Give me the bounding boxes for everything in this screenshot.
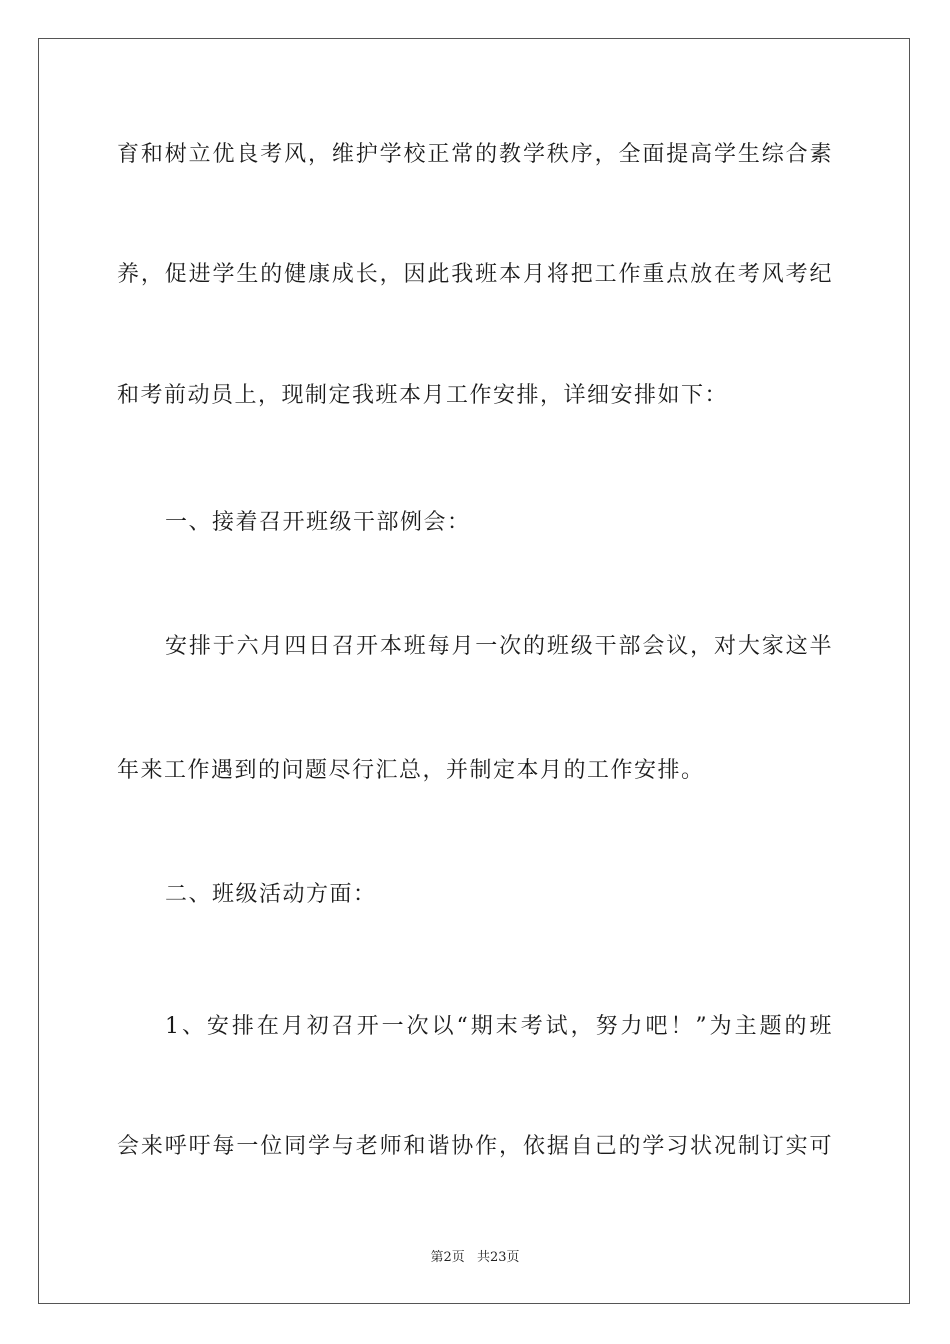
body-line-3: 和考前动员上，现制定我班本月工作安排，详细安排如下：	[117, 383, 729, 408]
section-heading-2: 二、班级活动方面：	[165, 882, 377, 907]
page-total: 共23页	[476, 1250, 520, 1265]
body-line-4: 安排于六月四日召开本班每月一次的班级干部会议，对大家这半	[165, 634, 833, 659]
section-heading-1: 一、接着召开班级干部例会：	[165, 510, 471, 535]
body-line-6: 1、安排在月初召开一次以“期末考试，努力吧！”为主题的班	[165, 1014, 833, 1039]
body-line-2: 养，促进学生的健康成长，因此我班本月将把工作重点放在考风考纪	[117, 262, 833, 287]
body-line-7: 会来呼吁每一位同学与老师和谐协作，依据自己的学习状况制订实可	[117, 1134, 833, 1159]
body-line-5: 年来工作遇到的问题尽行汇总，并制定本月的工作安排。	[117, 758, 705, 783]
page-border	[38, 38, 910, 1304]
page-number: 第2页	[430, 1250, 465, 1265]
page-footer	[0, 1246, 950, 1265]
body-line-1: 育和树立优良考风，维护学校正常的教学秩序，全面提高学生综合素	[117, 142, 833, 167]
